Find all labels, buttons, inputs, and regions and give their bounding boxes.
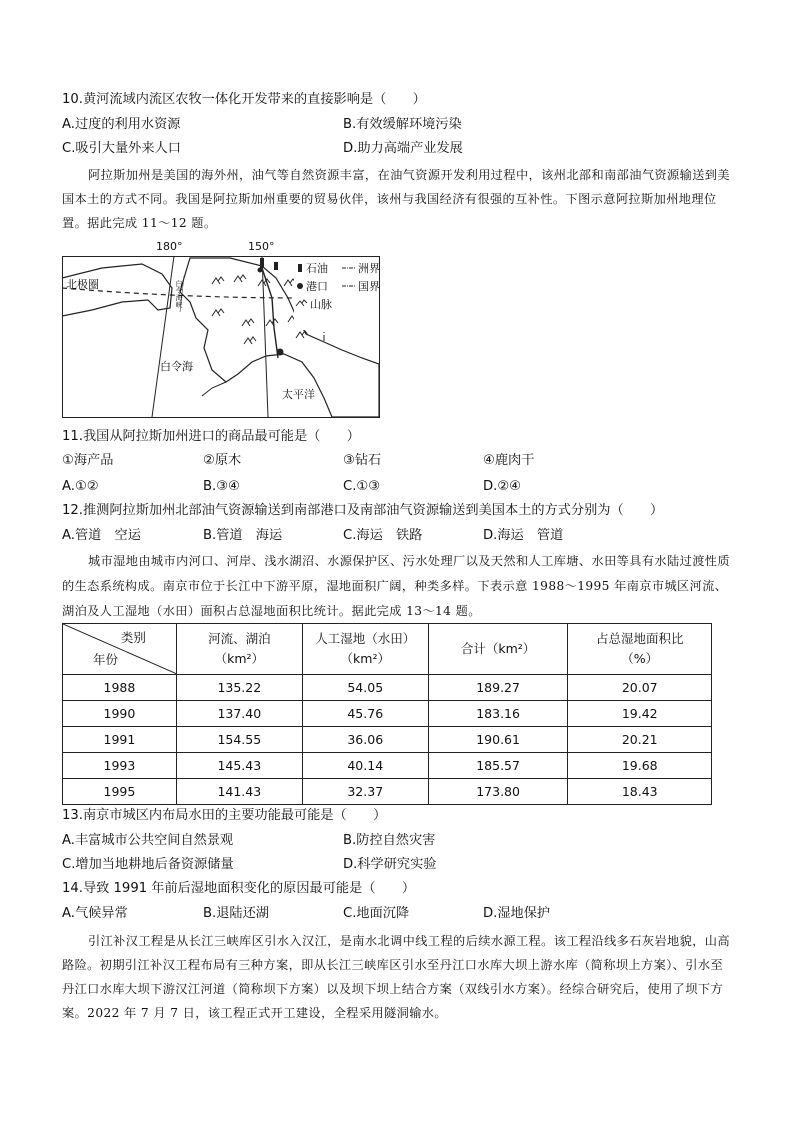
q11-item-2: ②原木 [203,453,242,468]
table-cell: 40.14 [302,753,428,779]
bering-strait-label: 白令海峡 [175,280,183,308]
alaska-map-drawing [62,238,380,418]
table-header-cell: 占总湿地面积比 （%） [568,624,712,675]
table-cell: 20.07 [568,675,712,701]
q11-option-d: D.②④ [483,479,521,494]
q14-option-a: A.气候异常 [62,906,128,921]
q12-stem: 12.推测阿拉斯加州北部油气资源输送到南部港口及南部油气资源输送到美国本土的方式分别为（ ） [62,503,664,518]
bering-sea-label: 白令海 [160,360,193,373]
q10-stem: 10.黄河流域内流区农牧一体化开发带来的直接影响是（ ） [62,92,426,107]
q11-option-c: C.①③ [343,479,381,494]
passage-alaska: 阿拉斯加州是美国的海外州，油气等自然资源丰富，在油气资源开发利用过程中，该州北部和南部油气资源输送到美国本土的方式不同。我国是阿拉斯加州重要的贸易伙伴，该州与我国经济有很强的互补性。下图示意阿拉斯加州地理位置。据此完成 11～12 题。 [62,168,730,230]
table-cell: 36.06 [302,727,428,753]
q13-stem: 13.南京市城区内布局水田的主要功能最可能是（ ） [62,808,387,823]
table-row [63,727,712,753]
lon-150-label: 150° [248,240,275,253]
lon-180-label: 180° [156,240,183,253]
q14-option-d: D.湿地保护 [483,906,551,921]
q11-option-a: A.①② [62,479,99,494]
pacific-label: 太平洋 [282,388,315,401]
q13-option-a: A.丰富城市公共空间自然景观 [62,833,234,848]
table-cell: 19.68 [568,753,712,779]
table-cell: 1990 [63,701,177,727]
table-cell: 32.37 [302,779,428,805]
table-cell: 185.57 [428,753,568,779]
table-row [63,675,712,701]
table-cell: 189.27 [428,675,568,701]
legend-oil: 石油 [306,262,328,275]
table-cell: 20.21 [568,727,712,753]
table-row [63,701,712,727]
passage-nanjing-wetland: 城市湿地由城市内河口、河岸、浅水湖沼、水源保护区、污水处理厂以及天然和人工库塘、水田等具有水陆过渡性质的生态系统构成。南京市位于长江中下游平原，湿地面积广阔，种类多样。下表示意 1988～1995 年南京市城区河流、湖泊及人工湿地（水田）面积占总湿地面积比统计。据此完成 13～14 题。 [62,554,730,618]
arctic-circle-label: 北极圈 [66,278,99,291]
table-cell: 18.43 [568,779,712,805]
table-cell: 154.55 [176,727,302,753]
table-header-cell: 合计（km²） [428,624,568,675]
q10-option-c: C.吸引大量外来人口 [62,141,181,156]
table-row [63,779,712,805]
table-cell: 1988 [63,675,177,701]
q10-option-b: B.有效缓解环境污染 [343,117,462,132]
legend-port: 港口 [306,280,328,293]
table-cell: 137.40 [176,701,302,727]
q11-item-3: ③钻石 [343,453,382,468]
q12-option-d: D.海运 管道 [483,528,564,543]
q11-item-4: ④鹿肉干 [483,453,535,468]
table-cell: 45.76 [302,701,428,727]
q10-option-a: A.过度的利用水资源 [62,117,181,132]
table-header-cell: 河流、湖泊 （km²） [176,624,302,675]
wetland-area-table [62,623,712,805]
alaska-map [62,238,380,418]
table-cell: 54.05 [302,675,428,701]
q11-option-b: B.③④ [203,479,240,494]
q13-option-c: C.增加当地耕地后备资源储量 [62,857,234,872]
table-corner-cell [63,624,177,675]
table-cell: 141.43 [176,779,302,805]
table-header-row [63,624,712,675]
table-cell: 1995 [63,779,177,805]
legend-mountain: 山脉 [310,298,332,311]
table-corner-year: 年份 [93,652,119,667]
table-cell: 1991 [63,727,177,753]
q13-option-d: D.科学研究实验 [343,857,437,872]
q13-option-b: B.防控自然灾害 [343,833,436,848]
table-row [63,753,712,779]
q11-stem: 11.我国从阿拉斯加州进口的商品最可能是（ ） [62,429,360,444]
table-cell: 135.22 [176,675,302,701]
q14-option-c: C.地面沉降 [343,906,410,921]
passage-yangtze-han-project: 引江补汉工程是从长江三峡库区引水入汉江，是南水北调中线工程的后续水源工程。该工程沿线多石灰岩地貌，山高路险。初期引江补汉工程布局有三种方案，即从长江三峡库区引水至丹江口水库大坝上游水库（简称坝上方案）、引水至丹江口水库大坝下游汉江河道（简称坝下方案）以及坝下坝上结合方案（双线引水方案）。经综合研究后，使用了坝下方案。2022 年 7 月 7 日，该工程正式开工建设，全程采用隧洞输水。 [62,934,730,1020]
q14-stem: 14.导致 1991 年前后湿地面积变化的原因最可能是（ ） [62,881,416,896]
table-header-cell: 人工湿地（水田） （km²） [302,624,428,675]
q12-option-a: A.管道 空运 [62,528,141,543]
legend-continent-border: 洲界 [358,262,380,275]
table-cell: 1993 [63,753,177,779]
table-cell: 183.16 [428,701,568,727]
q12-option-c: C.海运 铁路 [343,528,423,543]
q10-option-d: D.助力高端产业发展 [343,141,463,156]
table-cell: 145.43 [176,753,302,779]
table-cell: 19.42 [568,701,712,727]
q11-item-1: ①海产品 [62,453,114,468]
q12-option-b: B.管道 海运 [203,528,283,543]
table-cell: 190.61 [428,727,568,753]
table-cell: 173.80 [428,779,568,805]
q14-option-b: B.退陆还湖 [203,906,269,921]
legend-country-border: 国界 [358,280,380,293]
table-corner-category: 类别 [120,630,146,645]
